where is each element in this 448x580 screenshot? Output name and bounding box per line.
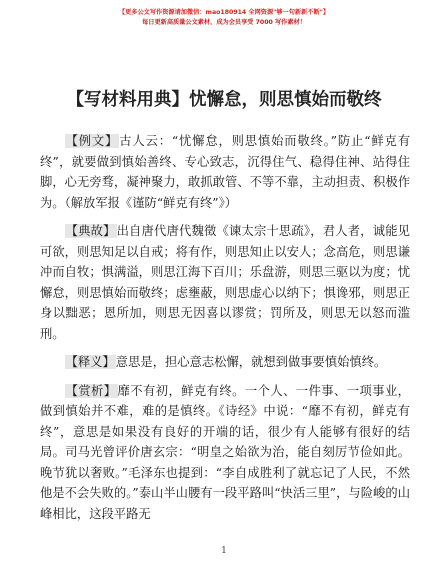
- paragraph-allusion: [40, 221, 410, 344]
- section-tag-appreciation: 【赏析】: [65, 383, 117, 398]
- resource-banner-line2: 每日更新高质量公文素材，成为会员享受 7000 写作素材！: [142, 19, 306, 26]
- section-tag-allusion: 【典故】: [65, 224, 116, 238]
- paragraph-example: [40, 131, 410, 213]
- paragraph-allusion-text: 出自唐代唐代魏徵《谏太宗十思疏》，君人者，诚能见可欲，则思知足以自戒；将有作，则思知止以安人；念高危，则思谦冲而自牧；惧满溢，则思江海下百川；乐盘游，则思三驱以为度；忧懈怠，则思慎始而敬终；虑壅蔽，则思虚心以纳下；惧谗邪，则思正身以黜恶；恩所加，则思无因喜以谬赏；罚所及，则思无以怒而滥刑。: [40, 224, 410, 341]
- section-tag-meaning: 【释义】: [65, 355, 115, 369]
- document-title: 【写材料用典】忧懈怠，则思慎始而敬终: [66, 90, 382, 110]
- section-tag-example: 【例文】: [65, 134, 119, 148]
- page-number: 1: [221, 546, 227, 556]
- paragraph-meaning-text: 意思是，担心意志松懈，就想到做事要慎始慎终。: [115, 355, 387, 369]
- paragraph-example-text: 古人云：“忧懈怠，则思慎始而敬终。”防止“鲜克有终”，就要做到慎始善终、专心致志，沉得住气、稳得住神、站得住脚，心无旁骛，凝神聚力，敢抓敢管、不等不靠，主动担责、积极作为。（解放军报《谨防“鲜克有终”》）: [40, 134, 410, 210]
- paragraph-appreciation: [40, 381, 410, 525]
- paragraph-appreciation-text: 靡不有初，鲜克有终。一个人、一件事、一项事业，做到慎始并不难，难的是慎终。《诗经》中说：“靡不有初，鲜克有终”，意思是如果没有良好的开端的话，很少有人能够有很好的结局。司马光曾评价唐玄宗：“明皇之始欲为治，能自刻厉节俭如此。晚节犹以奢败。”毛泽东也提到：“李自成胜利了就忘记了人民，不然他是不会失败的。”泰山半山腰有一段平路叫“快活三里”，与险峻的山峰相比，这段平路无: [40, 383, 410, 521]
- document-body: [40, 131, 410, 532]
- paragraph-meaning: [40, 352, 410, 373]
- resource-banner-line1: 【更多公文写作资源请加微信：mao180914 全网资源"够一句新新不断"】: [118, 9, 330, 16]
